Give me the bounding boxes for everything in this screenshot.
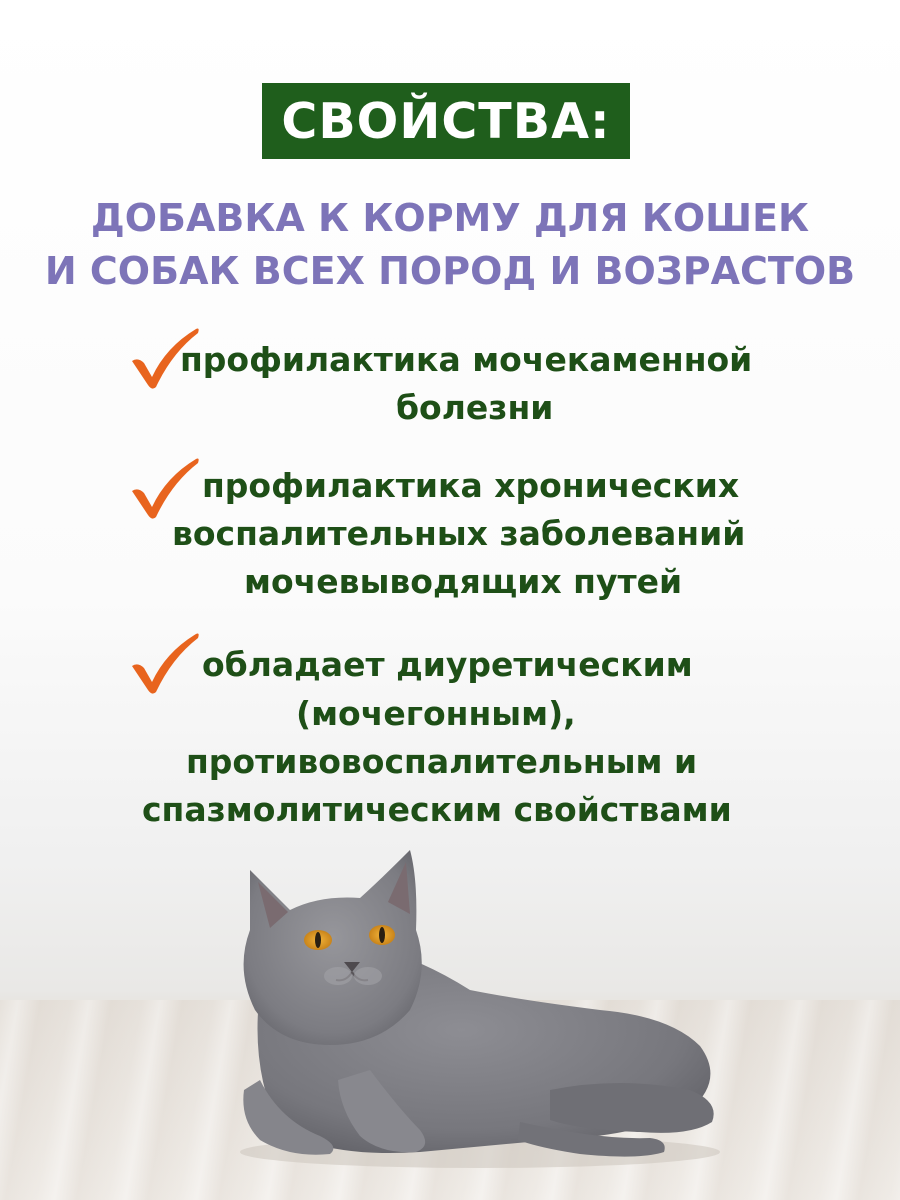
benefit-1-line-2: болезни <box>396 388 554 427</box>
benefit-1-line-1: профилактика мочекаменной <box>180 340 753 379</box>
check-icon <box>128 455 202 521</box>
subtitle-line-2: И СОБАК ВСЕХ ПОРОД И ВОЗРАСТОВ <box>44 249 856 293</box>
benefit-3-line-4: спазмолитическим свойствами <box>142 790 732 829</box>
benefit-2-line-1: профилактика хронических <box>202 466 740 505</box>
header-title: СВОЙСТВА: <box>281 92 611 150</box>
check-icon <box>128 630 202 696</box>
benefit-2-line-3: мочевыводящих путей <box>244 562 683 601</box>
benefit-3-line-2: (мочегонным), <box>296 694 576 733</box>
benefit-2-line-2: воспалительных заболеваний <box>172 514 746 553</box>
header-banner <box>262 83 630 159</box>
subtitle-line-1: ДОБАВКА К КОРМУ ДЛЯ КОШЕК <box>90 196 810 240</box>
benefit-3-line-1: обладает диуретическим <box>202 645 693 684</box>
cat-photo <box>220 840 730 1170</box>
benefit-3-line-3: противовоспалительным и <box>186 742 698 781</box>
